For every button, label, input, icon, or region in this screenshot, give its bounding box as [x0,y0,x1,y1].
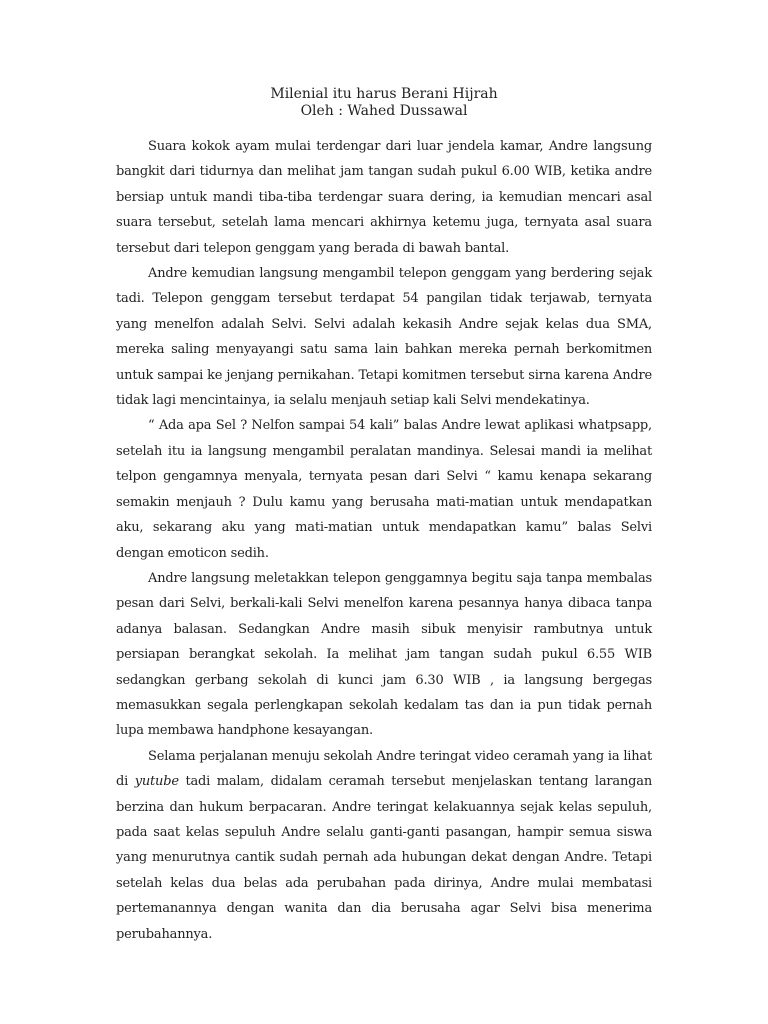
paragraph-5 [116,744,652,947]
paragraph-3: “ Ada apa Sel ? Nelfon sampai 54 kali” balas Andre lewat aplikasi whatpsapp, setelah itu ia langsung mengambil peralatan mandinya. Selesai mandi ia melihat telpon gengamnya menyala, ternyata pesan dari Selvi “ kamu kenapa sekarang semakin menjauh ? Dulu kamu yang berusaha mati-matian untuk mendapatkan aku, sekarang aku yang mati-matian untuk mendapatkan kamu” balas Selvi dengan emoticon sedih. [116,418,652,561]
paragraph-4: Andre langsung meletakkan telepon genggamnya begitu saja tanpa membalas pesan dari Selvi, berkali-kali Selvi menelfon karena pesannya hanya dibaca tanpa adanya balasan. Sedangkan Andre masih sibuk menyisir rambutnya untuk persiapan berangkat sekolah. Ia melihat jam tangan sudah pukul 6.55 WIB sedangkan gerbang sekolah di kunci jam 6.30 WIB , ia langsung bergegas memasukkan segala perlengkapan sekolah kedalam tas dan ia pun tidak pernah lupa membawa handphone kesayangan. [116,570,652,739]
author-line: Oleh : Wahed Dussawal [300,103,468,119]
body-text [116,134,652,947]
document-title: Milenial itu harus Berani Hijrah [270,86,498,102]
paragraph-1: Suara kokok ayam mulai terdengar dari luar jendela kamar, Andre langsung bangkit dari tidurnya dan melihat jam tangan sudah pukul 6.00 WIB, ketika andre bersiap untuk mandi tiba-tiba terdengar suara dering, ia kemudian mencari asal suara tersebut, setelah lama mencari akhirnya ketemu juga, ternyata asal suara tersebut dari telepon genggam yang berada di bawah bantal. [116,139,652,256]
paragraph-5-end: tadi malam, didalam ceramah tersebut menjelaskan tentang larangan berzina dan hukum berpacaran. Andre teringat kelakuannya sejak kelas sepuluh, pada saat kelas sepuluh Andre selalu ganti-ganti pasangan, hampir semua siswa yang menurutnya cantik sudah pernah ada hubungan dekat dengan Andre. Tetapi setelah kelas dua belas ada perubahan pada dirinya, Andre mulai membatasi pertemanannya dengan wanita dan dia berusaha agar Selvi bisa menerima perubahannya. [116,774,652,942]
paragraph-2: Andre kemudian langsung mengambil telepon genggam yang berdering sejak tadi. Telepon genggam tersebut terdapat 54 pangilan tidak terjawab, ternyata yang menelfon adalah Selvi. Selvi adalah kekasih Andre sejak kelas dua SMA, mereka saling menyayangi satu sama lain bahkan mereka pernah berkomitmen untuk sampai ke jenjang pernikahan. Tetapi komitmen tersebut sirna karena Andre tidak lagi mencintainya, ia selalu menjauh setiap kali Selvi mendekatinya. [116,266,652,409]
paragraph-5-italic-word: yutube [134,774,179,790]
paragraph-5-start: Selama perjalanan menuju sekolah Andre teringat video ceramah yang ia lihat di [116,748,652,790]
title-block [116,86,652,120]
